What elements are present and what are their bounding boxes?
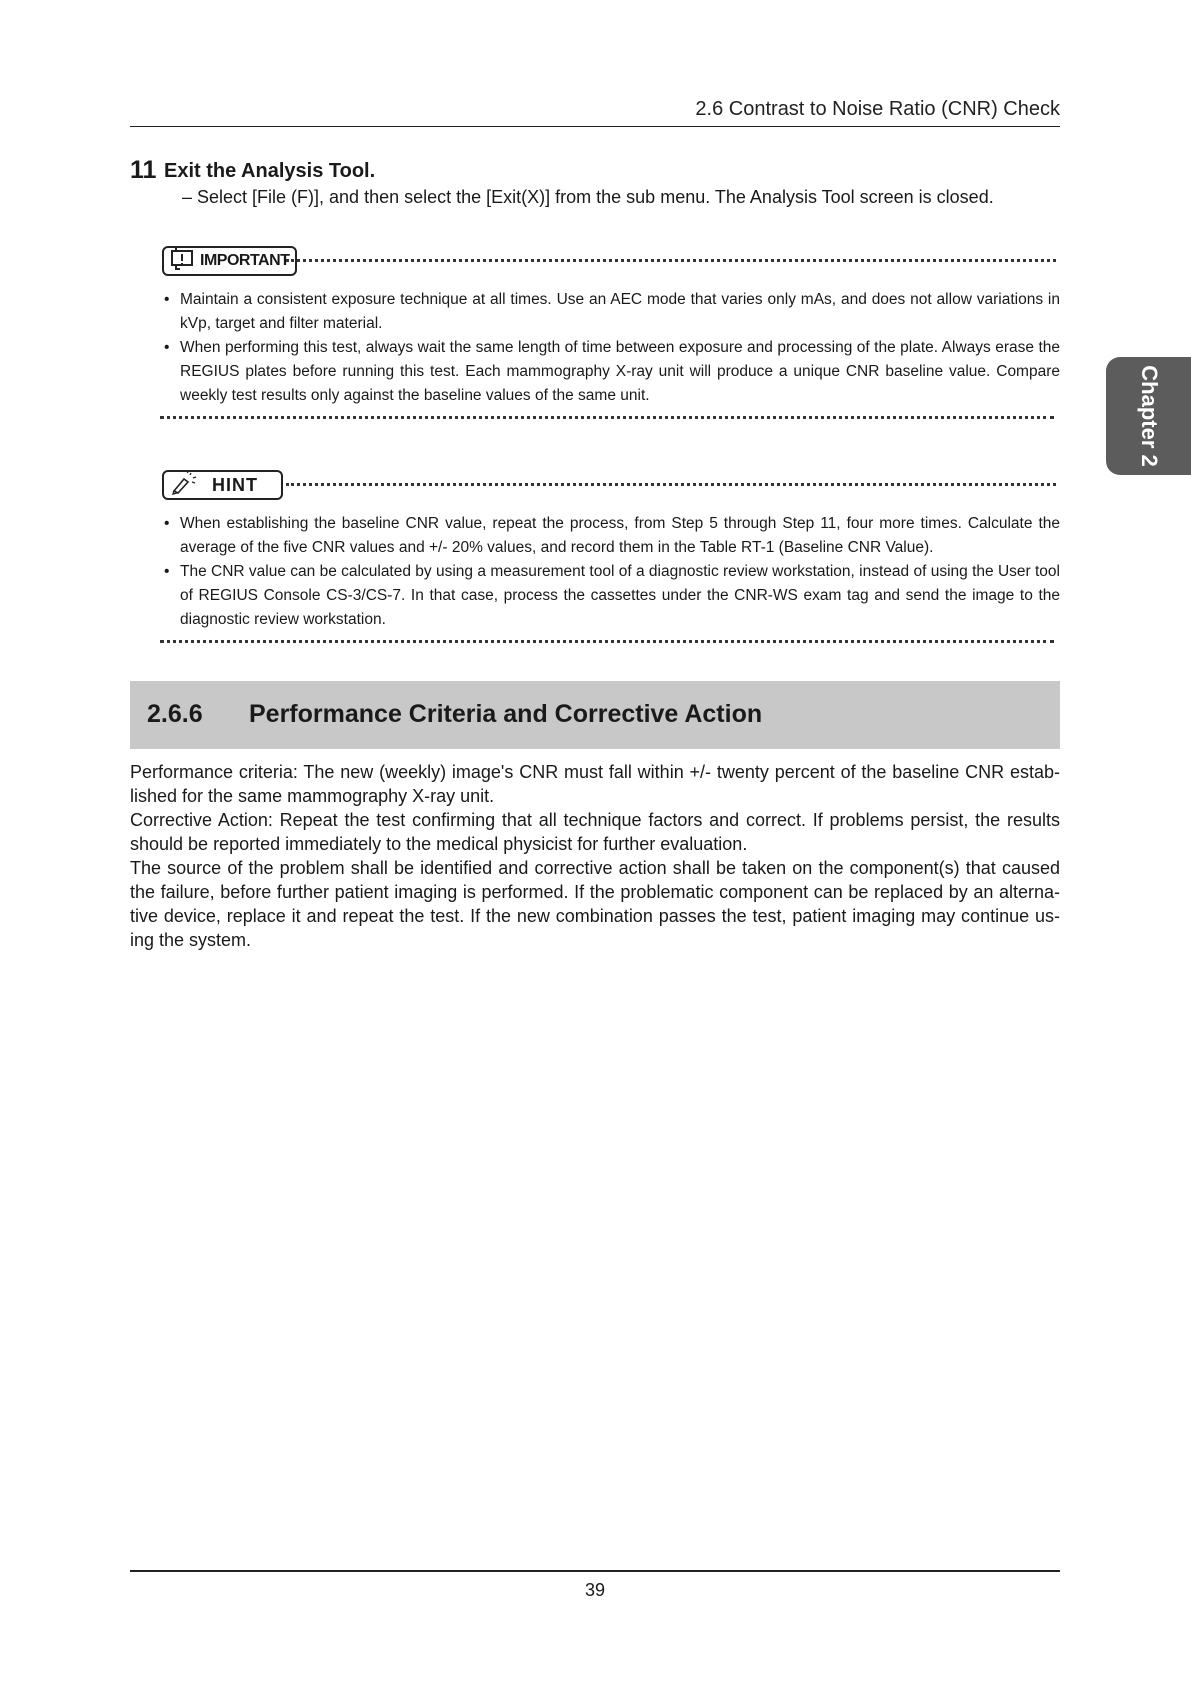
paragraph: Corrective Action: Repeat the test confirming that all technique factors and correct. If problems persist, the results should be reported immediately to the medical physicist for further evaluation. — [130, 810, 1060, 854]
step-title: Exit the Analysis Tool. — [164, 160, 376, 182]
running-header-title: 2.6 Contrast to Noise Ratio (CNR) Check — [695, 98, 1060, 120]
important-note-header — [160, 246, 1060, 280]
dotted-divider — [286, 259, 1056, 262]
list-item: • Maintain a consistent exposure technique at all times. Use an AEC mode that varies only mAs, and does not allow variations in kVp, target and filter material. — [160, 288, 1060, 336]
hint-list — [160, 512, 1060, 632]
important-note — [160, 246, 1060, 419]
paragraph: Performance criteria: The new (weekly) image's CNR must fall within +/- twenty percent of the baseline CNR estab-lished for the same mammography X-ray unit. — [130, 762, 1060, 806]
section-title: Performance Criteria and Corrective Action — [249, 700, 763, 728]
section-heading — [130, 681, 1060, 749]
chapter-tab — [1106, 357, 1191, 475]
list-item: • When performing this test, always wait the same length of time between exposure and processing of the plate. Always erase the REGIUS plates before running this test. Each mammography X-ray unit will produce a unique CNR baseline value. Compare weekly test results only against the baseline values of the same unit. — [160, 336, 1060, 408]
important-badge — [162, 246, 297, 276]
chapter-tab-label: Chapter 2 — [1136, 365, 1162, 467]
important-list — [160, 288, 1060, 408]
important-label: IMPORTANT — [200, 252, 290, 269]
pen-icon — [170, 471, 200, 500]
hint-note — [160, 470, 1060, 643]
paragraph: The source of the problem shall be identified and corrective action shall be taken on the component(s) that caused the failure, before further patient imaging is performed. If the problematic component can be replaced by an alterna-tive device, replace it and repeat the test. If the new combination passes the test, patient imaging may continue us-ing the system. — [130, 858, 1060, 950]
hint-note-header — [160, 470, 1060, 504]
running-header — [130, 98, 1060, 127]
section-body — [130, 760, 1060, 952]
hint-badge — [162, 470, 283, 500]
hint-label: HINT — [212, 474, 258, 495]
dotted-divider — [160, 640, 1054, 643]
list-item: • The CNR value can be calculated by using a measurement tool of a diagnostic review workstation, instead of using the User tool of REGIUS Console CS-3/CS-7. In that case, process the cassettes under the CNR-WS exam tag and send the image to the diagnostic review workstation. — [160, 560, 1060, 632]
dotted-divider — [160, 416, 1054, 419]
step-number: 11 — [130, 156, 157, 184]
important-icon — [170, 247, 196, 276]
footer-rule — [130, 1570, 1060, 1572]
page-number: 39 — [584, 1580, 606, 1600]
dotted-divider — [286, 483, 1056, 486]
list-item: • When establishing the baseline CNR value, repeat the process, from Step 5 through Step 11, four more times. Calculate the average of the five CNR values and +/- 20% values, and record them in the Table RT-1 (Baseline CNR Value). — [160, 512, 1060, 560]
section-number: 2.6.6 — [147, 700, 203, 728]
step-description: – Select [File (F)], and then select the [Exit(X)] from the sub menu. The Analysis Tool screen is closed. — [182, 187, 994, 207]
